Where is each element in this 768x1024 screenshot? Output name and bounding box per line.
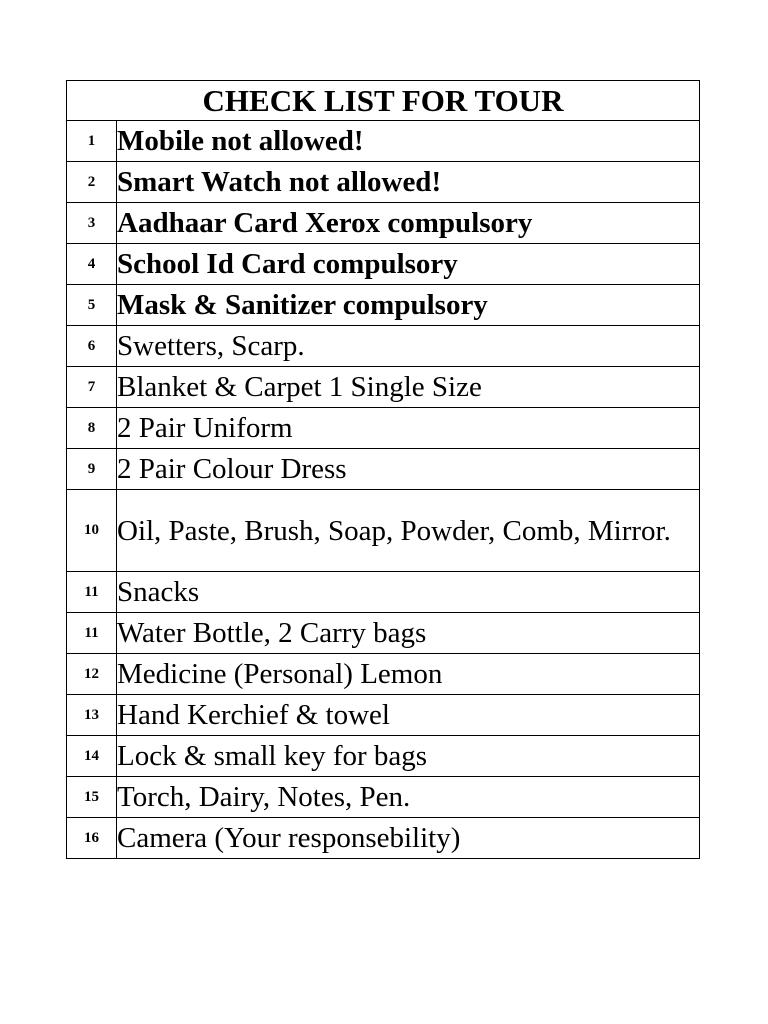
table-row [67, 285, 700, 326]
table-row [67, 818, 700, 859]
item-number: 10 [67, 490, 117, 572]
item-text: Torch, Dairy, Notes, Pen. [117, 777, 700, 818]
item-text: Oil, Paste, Brush, Soap, Powder, Comb, Mirror. [117, 490, 700, 572]
item-text: Mobile not allowed! [117, 121, 700, 162]
item-number: 1 [67, 121, 117, 162]
item-text: Lock & small key for bags [117, 736, 700, 777]
item-number: 5 [67, 285, 117, 326]
table-row [67, 367, 700, 408]
table-row [67, 613, 700, 654]
item-text: Water Bottle, 2 Carry bags [117, 613, 700, 654]
item-number: 8 [67, 408, 117, 449]
item-text: Hand Kerchief & towel [117, 695, 700, 736]
item-text: 2 Pair Colour Dress [117, 449, 700, 490]
item-number: 7 [67, 367, 117, 408]
item-number: 16 [67, 818, 117, 859]
table-row [67, 654, 700, 695]
item-text: Medicine (Personal) Lemon [117, 654, 700, 695]
item-number: 13 [67, 695, 117, 736]
item-text: 2 Pair Uniform [117, 408, 700, 449]
table-row [67, 736, 700, 777]
item-text: Smart Watch not allowed! [117, 162, 700, 203]
table-row [67, 244, 700, 285]
item-text: Swetters, Scarp. [117, 326, 700, 367]
checklist-table [66, 80, 700, 859]
title-row [67, 81, 700, 121]
item-number: 6 [67, 326, 117, 367]
checklist-body [67, 81, 700, 859]
item-number: 12 [67, 654, 117, 695]
table-row [67, 777, 700, 818]
table-row [67, 572, 700, 613]
item-text: Blanket & Carpet 1 Single Size [117, 367, 700, 408]
item-number: 2 [67, 162, 117, 203]
item-number: 3 [67, 203, 117, 244]
item-number: 11 [67, 613, 117, 654]
item-text: Camera (Your responsebility) [117, 818, 700, 859]
item-number: 9 [67, 449, 117, 490]
table-row [67, 695, 700, 736]
item-number: 11 [67, 572, 117, 613]
table-row [67, 203, 700, 244]
item-text: School Id Card compulsory [117, 244, 700, 285]
table-row [67, 326, 700, 367]
item-text: Aadhaar Card Xerox compulsory [117, 203, 700, 244]
item-number: 15 [67, 777, 117, 818]
item-number: 4 [67, 244, 117, 285]
table-row [67, 121, 700, 162]
checklist-title: CHECK LIST FOR TOUR [67, 81, 700, 121]
table-row [67, 490, 700, 572]
item-text: Snacks [117, 572, 700, 613]
table-row [67, 449, 700, 490]
item-text: Mask & Sanitizer compulsory [117, 285, 700, 326]
table-row [67, 162, 700, 203]
table-row [67, 408, 700, 449]
item-number: 14 [67, 736, 117, 777]
